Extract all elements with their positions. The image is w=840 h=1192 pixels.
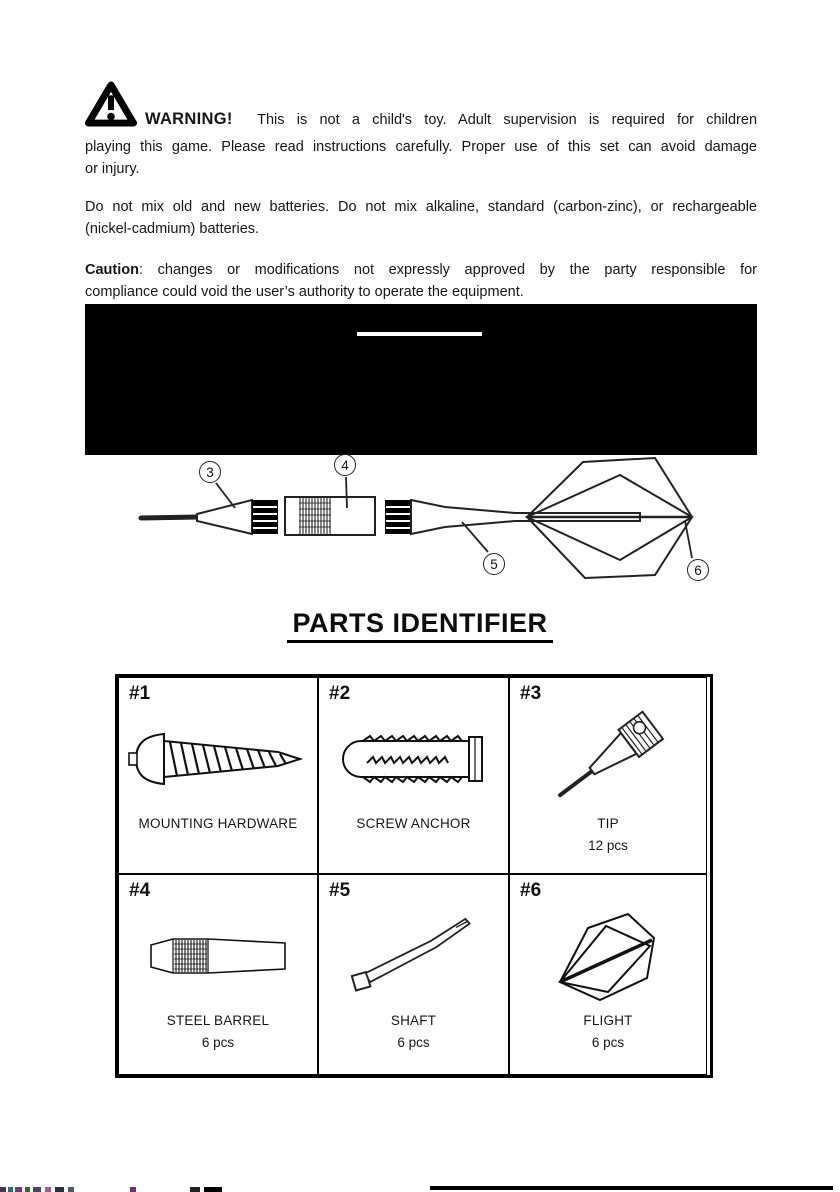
part-number: #5 bbox=[329, 880, 351, 901]
part-name: SCREW ANCHOR bbox=[356, 816, 471, 831]
screw-anchor-illustration bbox=[319, 708, 508, 810]
part-name: MOUNTING HARDWARE bbox=[138, 816, 298, 831]
bottom-black-bar bbox=[430, 1186, 833, 1190]
part-qty: 12 pcs bbox=[588, 838, 628, 853]
dart-flight bbox=[527, 458, 692, 578]
part-number: #3 bbox=[520, 683, 542, 704]
edge-speck bbox=[25, 1187, 30, 1192]
mounting-screw-illustration bbox=[119, 708, 317, 810]
redaction-block bbox=[85, 304, 757, 455]
caution-label: Caution bbox=[85, 262, 139, 278]
part-cell-3 bbox=[509, 677, 707, 874]
edge-speck bbox=[8, 1187, 13, 1192]
warning-text-1: This is not a child's toy. Adult supervision is required for children bbox=[257, 112, 758, 128]
caution-section bbox=[85, 259, 757, 305]
part-cell-1 bbox=[118, 677, 318, 874]
part-number: #2 bbox=[329, 683, 351, 704]
part-cell-2 bbox=[318, 677, 509, 874]
dart-thread-1 bbox=[252, 500, 278, 534]
dart-barrel bbox=[285, 497, 375, 535]
warning-section bbox=[85, 80, 757, 190]
caution-text-1: : changes or modifications not expressly approved by the party responsible for bbox=[138, 262, 757, 278]
part-number: #4 bbox=[129, 880, 151, 901]
edge-speck bbox=[190, 1187, 200, 1192]
part-number: #6 bbox=[520, 880, 542, 901]
edge-speck bbox=[130, 1187, 136, 1192]
part-name: STEEL BARREL bbox=[166, 1013, 270, 1028]
warning-line-1 bbox=[145, 108, 757, 131]
caution-line-2: compliance could void the user’s authority to operate the equipment. bbox=[85, 284, 524, 300]
edge-speck bbox=[204, 1187, 222, 1192]
part-qty: 6 pcs bbox=[201, 1035, 235, 1050]
callout-4: 4 bbox=[334, 454, 356, 476]
part-name: SHAFT bbox=[390, 1013, 437, 1028]
parts-identifier-heading bbox=[0, 608, 840, 639]
edge-speck bbox=[15, 1187, 22, 1192]
warning-label: WARNING! bbox=[145, 110, 233, 128]
edge-speck bbox=[33, 1187, 41, 1192]
warning-line-3: or injury. bbox=[85, 161, 140, 177]
part-name: TIP bbox=[597, 816, 619, 831]
part-cell-4 bbox=[118, 874, 318, 1075]
edge-speck bbox=[45, 1187, 51, 1192]
battery-line-2: (nickel-cadmium) batteries. bbox=[85, 221, 260, 237]
part-number: #1 bbox=[129, 683, 151, 704]
battery-notice bbox=[85, 196, 757, 242]
callout-5: 5 bbox=[483, 553, 505, 575]
dart-needle bbox=[141, 517, 199, 518]
dart-tip-cone bbox=[197, 500, 252, 534]
edge-speck bbox=[55, 1187, 64, 1192]
callout-3: 3 bbox=[199, 461, 221, 483]
edge-speck bbox=[0, 1187, 6, 1192]
dart-diagram bbox=[95, 450, 757, 600]
callout-6: 6 bbox=[687, 559, 709, 581]
part-name: FLIGHT bbox=[583, 1013, 633, 1028]
redaction-underline bbox=[357, 332, 482, 336]
edge-speck bbox=[68, 1187, 74, 1192]
tip-illustration bbox=[510, 708, 706, 810]
part-qty: 6 pcs bbox=[591, 1035, 625, 1050]
warning-line-2: playing this game. Please read instructions carefully. Proper use of this set can avoid damage bbox=[85, 139, 757, 155]
dart-thread-2 bbox=[385, 500, 411, 534]
caution-line-1 bbox=[85, 259, 757, 281]
part-cell-6 bbox=[509, 874, 707, 1075]
battery-line-1: Do not mix old and new batteries. Do not mix alkaline, standard (carbon-zinc), or rechargeable bbox=[85, 199, 757, 215]
shaft-illustration bbox=[319, 905, 508, 1007]
flight-illustration bbox=[510, 905, 706, 1007]
parts-table bbox=[115, 674, 713, 1078]
part-cell-5 bbox=[318, 874, 509, 1075]
part-qty: 6 pcs bbox=[397, 1035, 430, 1050]
steel-barrel-illustration bbox=[119, 905, 317, 1007]
warning-triangle-icon bbox=[85, 80, 137, 128]
parts-identifier-title: PARTS IDENTIFIER bbox=[287, 608, 552, 643]
